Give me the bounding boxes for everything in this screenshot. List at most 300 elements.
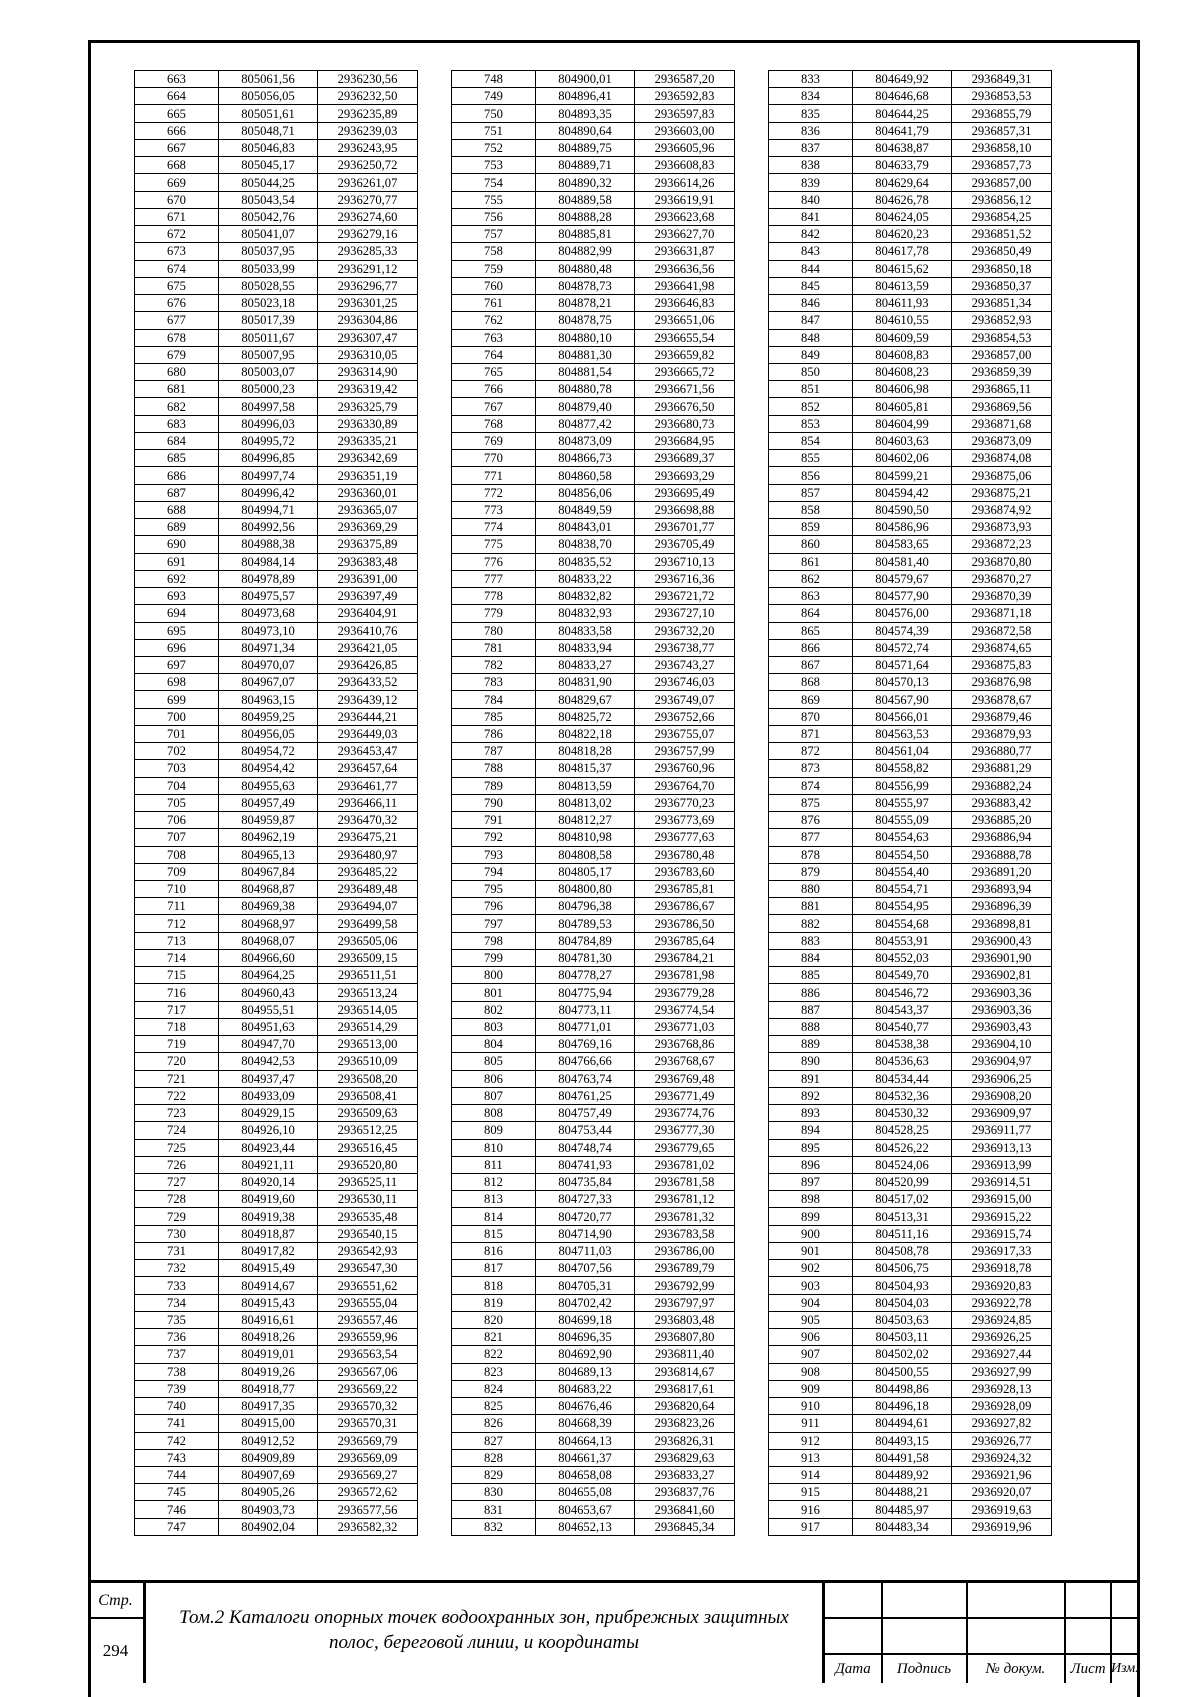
x-coordinate: 804920,14 [219,1174,318,1191]
x-coordinate: 804912,52 [219,1432,318,1449]
y-coordinate: 2936903,43 [952,1018,1052,1035]
point-number: 820 [452,1311,536,1328]
x-coordinate: 804641,79 [853,122,952,139]
point-number: 910 [769,1398,853,1415]
y-coordinate: 2936854,53 [952,329,1052,346]
x-coordinate: 804563,53 [853,725,952,742]
y-coordinate: 2936927,99 [952,1363,1052,1380]
y-coordinate: 2936665,72 [635,363,735,380]
point-number: 750 [452,105,536,122]
x-coordinate: 804517,02 [853,1191,952,1208]
point-number: 790 [452,794,536,811]
y-coordinate: 2936563,54 [318,1346,418,1363]
table-row [452,708,735,725]
point-number: 737 [135,1346,219,1363]
point-number: 715 [135,967,219,984]
point-number: 717 [135,1001,219,1018]
y-coordinate: 2936680,73 [635,415,735,432]
table-row [769,1518,1052,1535]
y-coordinate: 2936851,52 [952,226,1052,243]
point-number: 893 [769,1105,853,1122]
table-row [769,312,1052,329]
x-coordinate: 804880,78 [536,381,635,398]
x-coordinate: 805000,23 [219,381,318,398]
x-coordinate: 804775,94 [536,984,635,1001]
x-coordinate: 804918,26 [219,1329,318,1346]
y-coordinate: 2936701,77 [635,519,735,536]
point-number: 868 [769,674,853,691]
y-coordinate: 2936285,33 [318,243,418,260]
point-number: 903 [769,1277,853,1294]
table-row [769,1415,1052,1432]
x-coordinate: 804714,90 [536,1225,635,1242]
table-row [769,381,1052,398]
x-coordinate: 805011,67 [219,329,318,346]
table-row [769,932,1052,949]
point-number: 827 [452,1432,536,1449]
point-number: 791 [452,812,536,829]
table-row [769,260,1052,277]
table-row [135,174,418,191]
x-coordinate: 804771,01 [536,1018,635,1035]
table-row [769,450,1052,467]
point-number: 813 [452,1191,536,1208]
point-number: 787 [452,743,536,760]
y-coordinate: 2936485,22 [318,863,418,880]
table-row [452,570,735,587]
table-row [135,1087,418,1104]
x-coordinate: 804971,34 [219,639,318,656]
x-coordinate: 805042,76 [219,208,318,225]
y-coordinate: 2936567,06 [318,1363,418,1380]
coordinates-table-left [134,70,418,1536]
point-number: 913 [769,1449,853,1466]
y-coordinate: 2936820,64 [635,1398,735,1415]
table-row [135,1398,418,1415]
y-coordinate: 2936814,67 [635,1363,735,1380]
point-number: 762 [452,312,536,329]
y-coordinate: 2936547,30 [318,1260,418,1277]
x-coordinate: 804626,78 [853,191,952,208]
point-number: 846 [769,295,853,312]
point-number: 877 [769,829,853,846]
x-coordinate: 804995,72 [219,432,318,449]
table-row [769,122,1052,139]
table-row [769,1225,1052,1242]
table-row [769,346,1052,363]
table-row [452,725,735,742]
page-number: 294 [88,1619,146,1683]
y-coordinate: 2936335,21 [318,432,418,449]
y-coordinate: 2936520,80 [318,1156,418,1173]
point-number: 735 [135,1311,219,1328]
x-coordinate: 804652,13 [536,1518,635,1535]
y-coordinate: 2936489,48 [318,881,418,898]
table-row [769,570,1052,587]
y-coordinate: 2936659,82 [635,346,735,363]
table-row [135,312,418,329]
y-coordinate: 2936444,21 [318,708,418,725]
point-number: 755 [452,191,536,208]
x-coordinate: 804617,78 [853,243,952,260]
x-coordinate: 804962,19 [219,829,318,846]
x-coordinate: 804566,01 [853,708,952,725]
table-row [769,656,1052,673]
table-row [135,1070,418,1087]
x-coordinate: 804929,15 [219,1105,318,1122]
point-number: 727 [135,1174,219,1191]
x-coordinate: 804917,35 [219,1398,318,1415]
x-coordinate: 804644,25 [853,105,952,122]
y-coordinate: 2936859,39 [952,363,1052,380]
y-coordinate: 2936325,79 [318,398,418,415]
table-row [135,1208,418,1225]
table-row [452,363,735,380]
point-number: 729 [135,1208,219,1225]
x-coordinate: 804813,02 [536,794,635,811]
y-coordinate: 2936915,22 [952,1208,1052,1225]
point-number: 824 [452,1380,536,1397]
point-number: 841 [769,208,853,225]
point-number: 833 [769,71,853,88]
table-row [135,708,418,725]
y-coordinate: 2936608,83 [635,157,735,174]
y-coordinate: 2936508,41 [318,1087,418,1104]
point-number: 674 [135,260,219,277]
table-row [135,329,418,346]
table-row [452,622,735,639]
y-coordinate: 2936499,58 [318,915,418,932]
y-coordinate: 2936559,96 [318,1329,418,1346]
y-coordinate: 2936535,48 [318,1208,418,1225]
point-number: 698 [135,674,219,691]
y-coordinate: 2936837,76 [635,1484,735,1501]
x-coordinate: 804572,74 [853,639,952,656]
table-row [135,260,418,277]
y-coordinate: 2936314,90 [318,363,418,380]
x-coordinate: 804586,96 [853,519,952,536]
table-row [452,1053,735,1070]
table-row [769,967,1052,984]
x-coordinate: 804610,55 [853,312,952,329]
date-label: Дата [835,1661,871,1677]
y-coordinate: 2936875,06 [952,467,1052,484]
point-number: 731 [135,1242,219,1259]
point-number: 885 [769,967,853,984]
point-number: 710 [135,881,219,898]
x-coordinate: 804843,01 [536,519,635,536]
point-number: 857 [769,484,853,501]
table-row [135,1018,418,1035]
table-row [452,501,735,518]
point-number: 709 [135,863,219,880]
x-coordinate: 804800,80 [536,881,635,898]
point-number: 800 [452,967,536,984]
y-coordinate: 2936906,25 [952,1070,1052,1087]
y-coordinate: 2936627,70 [635,226,735,243]
y-coordinate: 2936826,31 [635,1432,735,1449]
x-coordinate: 804638,87 [853,139,952,156]
x-coordinate: 804937,47 [219,1070,318,1087]
x-coordinate: 804773,11 [536,1001,635,1018]
y-coordinate: 2936509,63 [318,1105,418,1122]
point-number: 883 [769,932,853,949]
point-number: 778 [452,588,536,605]
x-coordinate: 804963,15 [219,691,318,708]
table-row [135,588,418,605]
table-row [135,967,418,984]
point-number: 761 [452,295,536,312]
point-number: 897 [769,1174,853,1191]
table-row [452,1380,735,1397]
y-coordinate: 2936757,99 [635,743,735,760]
point-number: 746 [135,1501,219,1518]
table-row [452,191,735,208]
point-number: 733 [135,1277,219,1294]
x-coordinate: 804902,04 [219,1518,318,1535]
y-coordinate: 2936786,67 [635,898,735,915]
table-row [769,1329,1052,1346]
x-coordinate: 804664,13 [536,1432,635,1449]
table-row [135,605,418,622]
point-number: 725 [135,1139,219,1156]
table-row [769,1363,1052,1380]
point-number: 878 [769,846,853,863]
y-coordinate: 2936557,46 [318,1311,418,1328]
x-coordinate: 804574,39 [853,622,952,639]
y-coordinate: 2936854,25 [952,208,1052,225]
x-coordinate: 804856,06 [536,484,635,501]
point-number: 829 [452,1466,536,1483]
y-coordinate: 2936514,05 [318,1001,418,1018]
table-row [769,708,1052,725]
table-row [452,88,735,105]
y-coordinate: 2936461,77 [318,777,418,794]
table-row [769,139,1052,156]
x-coordinate: 804866,73 [536,450,635,467]
point-number: 663 [135,71,219,88]
point-number: 765 [452,363,536,380]
point-number: 700 [135,708,219,725]
point-number: 838 [769,157,853,174]
x-coordinate: 804838,70 [536,536,635,553]
y-coordinate: 2936319,42 [318,381,418,398]
x-coordinate: 804579,67 [853,570,952,587]
y-coordinate: 2936676,50 [635,398,735,415]
y-coordinate: 2936375,89 [318,536,418,553]
table-row [452,415,735,432]
point-number: 708 [135,846,219,863]
point-number: 871 [769,725,853,742]
table-row [135,226,418,243]
table-row [769,1122,1052,1139]
x-coordinate: 805046,83 [219,139,318,156]
point-number: 831 [452,1501,536,1518]
point-number: 684 [135,432,219,449]
x-coordinate: 804555,97 [853,794,952,811]
y-coordinate: 2936913,13 [952,1139,1052,1156]
x-coordinate: 804789,53 [536,915,635,932]
point-number: 882 [769,915,853,932]
table-row [452,243,735,260]
point-number: 917 [769,1518,853,1535]
table-row [452,226,735,243]
x-coordinate: 804994,71 [219,501,318,518]
y-coordinate: 2936920,83 [952,1277,1052,1294]
y-coordinate: 2936525,11 [318,1174,418,1191]
y-coordinate: 2936851,34 [952,295,1052,312]
point-number: 822 [452,1346,536,1363]
table-row [769,743,1052,760]
x-coordinate: 804947,70 [219,1036,318,1053]
table-row [452,381,735,398]
x-coordinate: 804959,25 [219,708,318,725]
x-coordinate: 804508,78 [853,1242,952,1259]
point-number: 668 [135,157,219,174]
point-number: 894 [769,1122,853,1139]
x-coordinate: 804496,18 [853,1398,952,1415]
y-coordinate: 2936900,43 [952,932,1052,949]
y-coordinate: 2936780,48 [635,846,735,863]
table-row [452,1518,735,1535]
y-coordinate: 2936342,69 [318,450,418,467]
y-coordinate: 2936789,79 [635,1260,735,1277]
y-coordinate: 2936792,99 [635,1277,735,1294]
y-coordinate: 2936510,09 [318,1053,418,1070]
x-coordinate: 804896,41 [536,88,635,105]
point-number: 854 [769,432,853,449]
table-row [769,536,1052,553]
point-number: 915 [769,1484,853,1501]
table-row [769,949,1052,966]
y-coordinate: 2936903,36 [952,1001,1052,1018]
point-number: 796 [452,898,536,915]
y-coordinate: 2936631,87 [635,243,735,260]
x-coordinate: 804520,99 [853,1174,952,1191]
y-coordinate: 2936920,07 [952,1484,1052,1501]
y-coordinate: 2936291,12 [318,260,418,277]
x-coordinate: 804485,97 [853,1501,952,1518]
table-row [769,467,1052,484]
point-number: 799 [452,949,536,966]
point-number: 798 [452,932,536,949]
x-coordinate: 804696,35 [536,1329,635,1346]
x-coordinate: 804602,06 [853,450,952,467]
x-coordinate: 804951,63 [219,1018,318,1035]
table-row [135,1156,418,1173]
x-coordinate: 804503,63 [853,1311,952,1328]
point-number: 702 [135,743,219,760]
table-row [135,932,418,949]
x-coordinate: 804885,81 [536,226,635,243]
x-coordinate: 804692,90 [536,1346,635,1363]
point-number: 680 [135,363,219,380]
table-row [135,691,418,708]
x-coordinate: 804504,03 [853,1294,952,1311]
table-row [135,346,418,363]
x-coordinate: 804611,93 [853,295,952,312]
y-coordinate: 2936774,54 [635,1001,735,1018]
y-coordinate: 2936603,00 [635,122,735,139]
x-coordinate: 804968,87 [219,881,318,898]
table-row [135,553,418,570]
point-number: 890 [769,1053,853,1070]
x-coordinate: 805051,61 [219,105,318,122]
point-number: 862 [769,570,853,587]
table-row [135,1139,418,1156]
revision-grid [825,1583,1137,1683]
x-coordinate: 804763,74 [536,1070,635,1087]
point-number: 671 [135,208,219,225]
x-coordinate: 804968,97 [219,915,318,932]
x-coordinate: 805043,54 [219,191,318,208]
point-number: 689 [135,519,219,536]
x-coordinate: 804748,74 [536,1139,635,1156]
point-number: 726 [135,1156,219,1173]
y-coordinate: 2936919,96 [952,1518,1052,1535]
point-number: 905 [769,1311,853,1328]
y-coordinate: 2936727,10 [635,605,735,622]
x-coordinate: 804494,61 [853,1415,952,1432]
page-label: Стр. [88,1583,146,1619]
y-coordinate: 2936922,78 [952,1294,1052,1311]
x-coordinate: 804524,06 [853,1156,952,1173]
point-number: 836 [769,122,853,139]
y-coordinate: 2936786,50 [635,915,735,932]
x-coordinate: 804629,64 [853,174,952,191]
x-coordinate: 804822,18 [536,725,635,742]
coordinates-table-middle [451,70,735,1536]
table-row [452,846,735,863]
x-coordinate: 804964,25 [219,967,318,984]
point-number: 797 [452,915,536,932]
table-row [135,1518,418,1535]
x-coordinate: 804860,58 [536,467,635,484]
table-row [769,1105,1052,1122]
table-row [452,743,735,760]
point-number: 789 [452,777,536,794]
x-coordinate: 804926,10 [219,1122,318,1139]
y-coordinate: 2936351,19 [318,467,418,484]
table-row [769,1139,1052,1156]
y-coordinate: 2936773,69 [635,812,735,829]
y-coordinate: 2936513,00 [318,1036,418,1053]
y-coordinate: 2936243,95 [318,139,418,156]
point-number: 874 [769,777,853,794]
y-coordinate: 2936721,72 [635,588,735,605]
y-coordinate: 2936569,27 [318,1466,418,1483]
table-row [135,639,418,656]
y-coordinate: 2936876,98 [952,674,1052,691]
x-coordinate: 804997,74 [219,467,318,484]
point-number: 772 [452,484,536,501]
table-row [135,622,418,639]
x-coordinate: 804556,99 [853,777,952,794]
y-coordinate: 2936279,16 [318,226,418,243]
y-coordinate: 2936512,25 [318,1122,418,1139]
table-row [769,846,1052,863]
x-coordinate: 804919,60 [219,1191,318,1208]
y-coordinate: 2936852,93 [952,312,1052,329]
table-row [135,1036,418,1053]
y-coordinate: 2936771,03 [635,1018,735,1035]
table-row [452,639,735,656]
point-number: 711 [135,898,219,915]
point-number: 740 [135,1398,219,1415]
point-number: 895 [769,1139,853,1156]
table-row [769,588,1052,605]
table-row [135,1053,418,1070]
